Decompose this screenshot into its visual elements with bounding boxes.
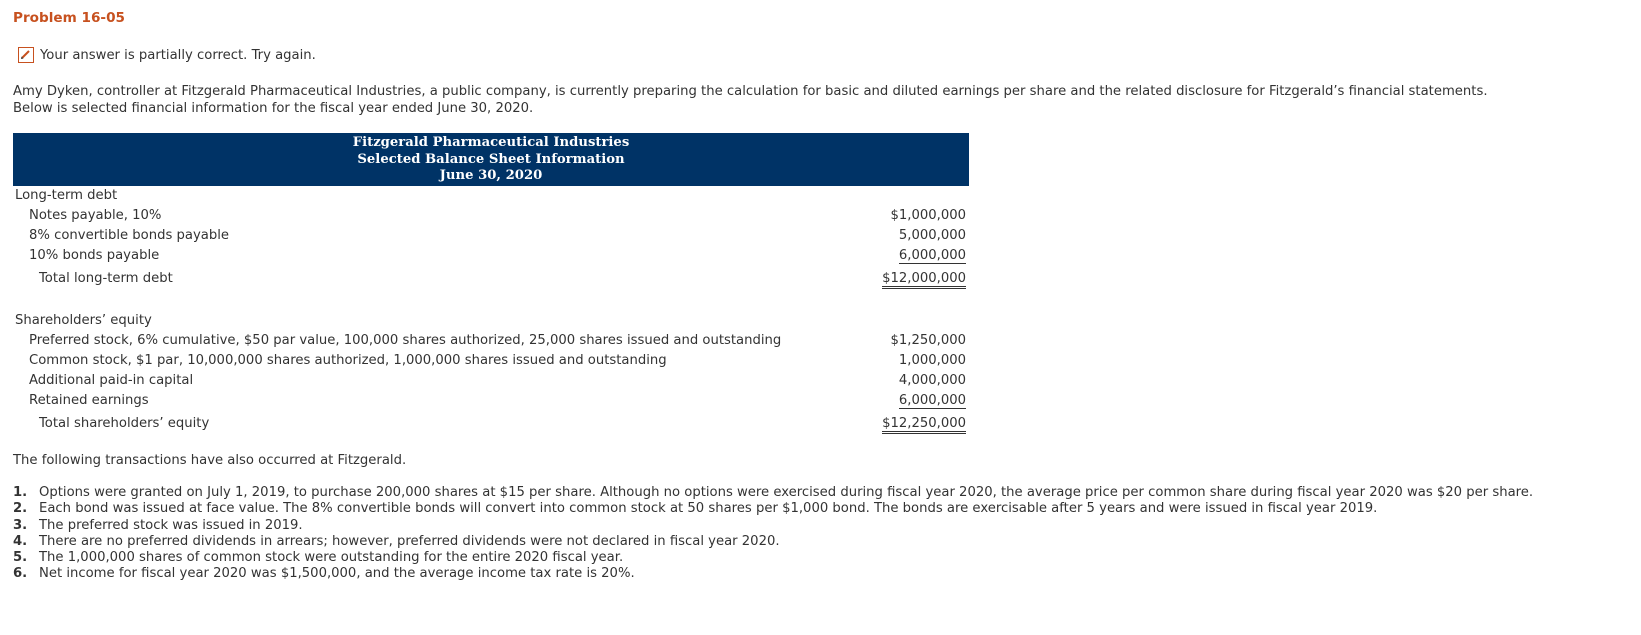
following-text: The following transactions have also occurred at Fitzgerald. bbox=[13, 453, 407, 468]
row-amount: 6,000,000 bbox=[898, 248, 966, 263]
list-item bbox=[13, 566, 1623, 582]
table-row bbox=[13, 208, 969, 228]
row-label: 8% convertible bonds payable bbox=[29, 228, 230, 243]
statement-date: June 30, 2020 bbox=[439, 168, 543, 183]
row-amount: 1,000,000 bbox=[898, 353, 966, 368]
total-label: Total long-term debt bbox=[39, 271, 173, 286]
note-number: 2. bbox=[13, 501, 28, 517]
row-label: Retained earnings bbox=[29, 393, 149, 408]
section-heading-equity bbox=[13, 313, 969, 333]
list-item bbox=[13, 485, 1623, 501]
total-label: Total shareholders’ equity bbox=[39, 416, 210, 431]
note-text: Net income for fiscal year 2020 was $1,500,000, and the average income tax rate is 20%. bbox=[39, 566, 635, 582]
note-text: Options were granted on July 1, 2019, to purchase 200,000 shares at $15 per share. Although no options were exercised during fiscal year 2020, the average price per common share during fiscal year 2020 was $20 per share. bbox=[39, 485, 1534, 500]
list-item bbox=[13, 501, 1623, 517]
total-amount: $12,000,000 bbox=[882, 271, 966, 289]
row-label: Notes payable, 10% bbox=[29, 208, 162, 223]
list-item bbox=[13, 534, 1623, 550]
section-heading-ltd bbox=[13, 188, 969, 208]
statement-title: Selected Balance Sheet Information bbox=[357, 151, 625, 167]
answer-status bbox=[18, 47, 316, 63]
total-row bbox=[13, 271, 969, 291]
table-row bbox=[13, 228, 969, 248]
intro-paragraph bbox=[13, 84, 1488, 117]
list-item bbox=[13, 550, 1623, 566]
total-row bbox=[13, 416, 969, 436]
table-row bbox=[13, 373, 969, 393]
table-row bbox=[13, 393, 969, 413]
note-text: The preferred stock was issued in 2019. bbox=[39, 517, 303, 533]
row-label: 10% bonds payable bbox=[29, 248, 160, 263]
table-row bbox=[13, 248, 969, 268]
total-amount: $12,250,000 bbox=[882, 416, 966, 434]
equity-heading: Shareholders’ equity bbox=[15, 313, 152, 328]
row-label: Preferred stock, 6% cumulative, $50 par value, 100,000 shares authorized, 25,000 shares issued and outstanding bbox=[29, 333, 782, 348]
row-amount: 4,000,000 bbox=[898, 373, 966, 388]
transaction-notes bbox=[13, 485, 1623, 583]
row-amount: 6,000,000 bbox=[898, 393, 966, 408]
note-text: There are no preferred dividends in arrears; however, preferred dividends were not declared in fiscal year 2020. bbox=[39, 533, 780, 549]
note-number: 1. bbox=[13, 485, 28, 500]
problem-title: Problem 16-05 bbox=[13, 10, 125, 26]
balance-sheet-header bbox=[13, 133, 969, 186]
row-label: Additional paid-in capital bbox=[29, 373, 194, 388]
note-number: 5. bbox=[13, 550, 28, 566]
note-text: Each bond was issued at face value. The 8% convertible bonds will convert into common stock at 50 shares per $1,000 bond. The bonds are exercisable after 5 years and were issued in fiscal year 2019. bbox=[39, 501, 1378, 517]
intro-line-2: Below is selected financial information for the fiscal year ended June 30, 2020. bbox=[13, 100, 534, 116]
intro-line-1: Amy Dyken, controller at Fitzgerald Pharmaceutical Industries, a public company, is currently preparing the calculation for basic and diluted earnings per share and the related disclosure for Fitzgerald’s financial statements. bbox=[13, 84, 1488, 99]
pencil-icon bbox=[18, 47, 34, 63]
note-number: 3. bbox=[13, 517, 28, 533]
note-text: The 1,000,000 shares of common stock were outstanding for the entire 2020 fiscal year. bbox=[39, 550, 624, 566]
table-row bbox=[13, 333, 969, 353]
row-amount: $1,250,000 bbox=[890, 333, 966, 348]
status-message: Your answer is partially correct. Try again. bbox=[40, 47, 316, 63]
ltd-heading: Long-term debt bbox=[15, 188, 118, 203]
list-item bbox=[13, 518, 1623, 534]
row-amount: $1,000,000 bbox=[890, 208, 966, 223]
note-number: 4. bbox=[13, 533, 28, 549]
table-row bbox=[13, 353, 969, 373]
company-name: Fitzgerald Pharmaceutical Industries bbox=[352, 135, 630, 150]
row-amount: 5,000,000 bbox=[898, 228, 966, 243]
note-number: 6. bbox=[13, 566, 28, 582]
row-label: Common stock, $1 par, 10,000,000 shares authorized, 1,000,000 shares issued and outstanding bbox=[29, 353, 667, 368]
